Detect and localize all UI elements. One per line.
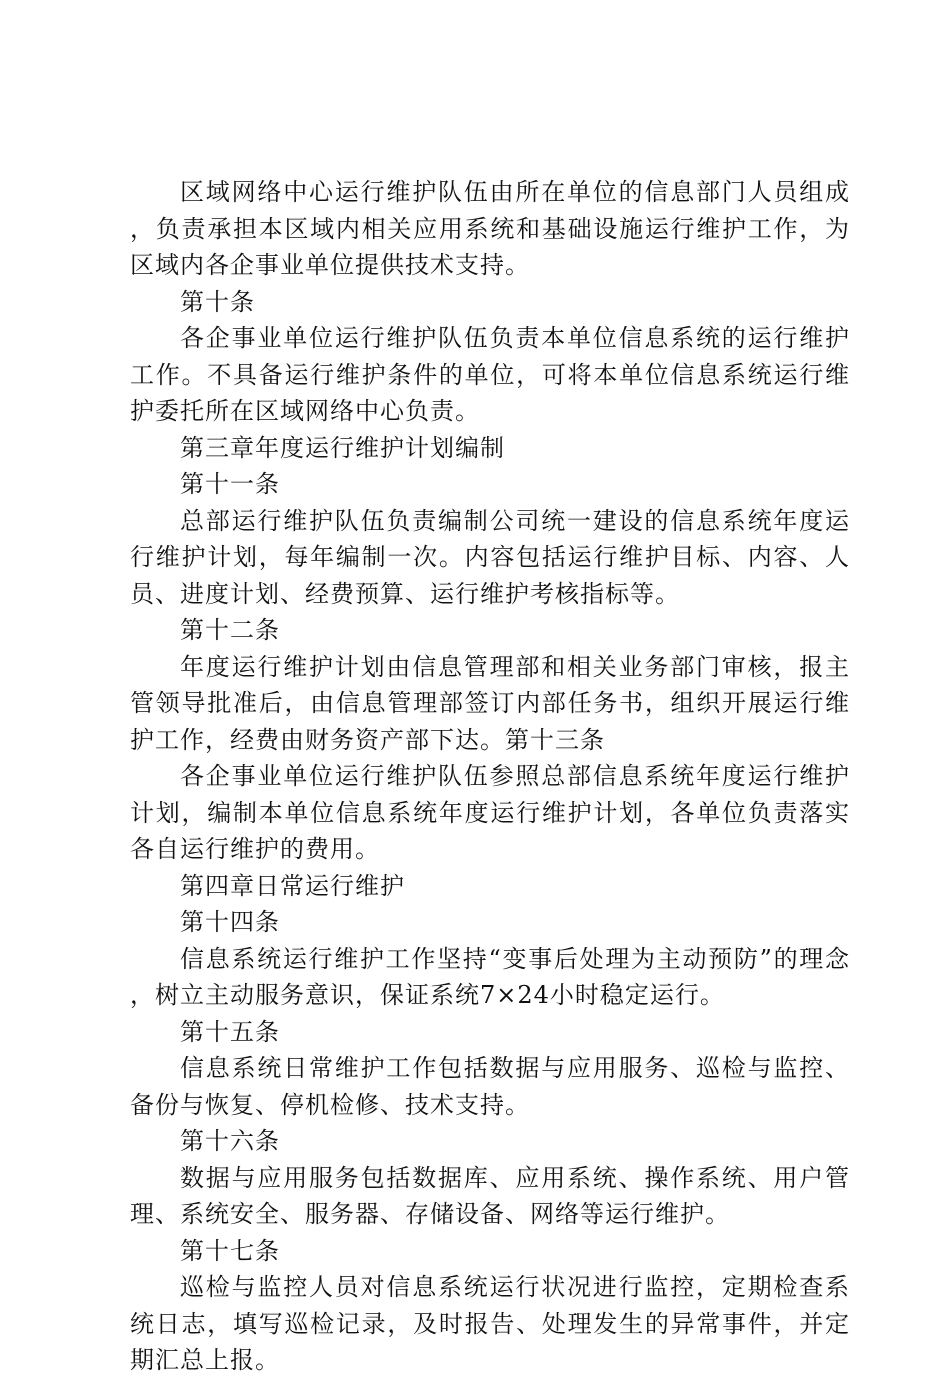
article-10-heading: 第十条 — [180, 287, 255, 316]
paragraph-inspection-monitoring: 巡检与监控人员对信息系统运行状况进行监控，定期检查系统日志，填写巡检记录，及时报告、处理发生的异常事件，并定期汇总上报。 — [130, 1273, 850, 1374]
chapter-3-heading: 第三章年度运行维护计划编制 — [180, 433, 505, 462]
paragraph-maintenance-principle: 信息系统运行维护工作坚持“变事后处理为主动预防”的理念，树立主动服务意识，保证系统7×24小时稳定运行。 — [130, 944, 850, 1009]
paragraph-regional-network-team: 区域网络中心运行维护队伍由所在单位的信息部门人员组成，负责承担本区域内相关应用系统和基础设施运行维护工作，为区域内各企事业单位提供技术支持。 — [130, 178, 850, 279]
document-body — [130, 174, 850, 1379]
paragraph-annual-plan-compilation: 总部运行维护队伍负责编制公司统一建设的信息系统年度运行维护计划，每年编制一次。内容包括运行维护目标、内容、人员、进度计划、经费预算、运行维护考核指标等。 — [130, 506, 850, 608]
paragraph-daily-maintenance-scope: 信息系统日常维护工作包括数据与应用服务、巡检与监控、备份与恢复、停机检修、技术支持。 — [130, 1054, 850, 1119]
article-17-heading: 第十七条 — [180, 1236, 280, 1265]
article-15-heading: 第十五条 — [180, 1017, 280, 1046]
paragraph-data-application-services: 数据与应用服务包括数据库、应用系统、操作系统、用户管理、系统安全、服务器、存储设备、网络等运行维护。 — [130, 1163, 850, 1228]
chapter-4-heading: 第四章日常运行维护 — [180, 871, 405, 900]
paragraph-enterprise-plan: 各企事业单位运行维护队伍参照总部信息系统年度运行维护计划，编制本单位信息系统年度运行维护计划，各单位负责落实各自运行维护的费用。 — [130, 762, 850, 863]
article-12-heading: 第十二条 — [180, 616, 280, 644]
article-16-heading: 第十六条 — [180, 1127, 280, 1155]
paragraph-plan-approval: 年度运行维护计划由信息管理部和相关业务部门审核，报主管领导批准后，由信息管理部签订内部任务书，组织开展运行维护工作，经费由财务资产部下达。第十三条 — [130, 652, 850, 754]
article-14-heading: 第十四条 — [180, 908, 280, 936]
paragraph-enterprise-team: 各企事业单位运行维护队伍负责本单位信息系统的运行维护工作。不具备运行维护条件的单位，可将本单位信息系统运行维护委托所在区域网络中心负责。 — [130, 324, 850, 425]
article-11-heading: 第十一条 — [180, 470, 280, 498]
